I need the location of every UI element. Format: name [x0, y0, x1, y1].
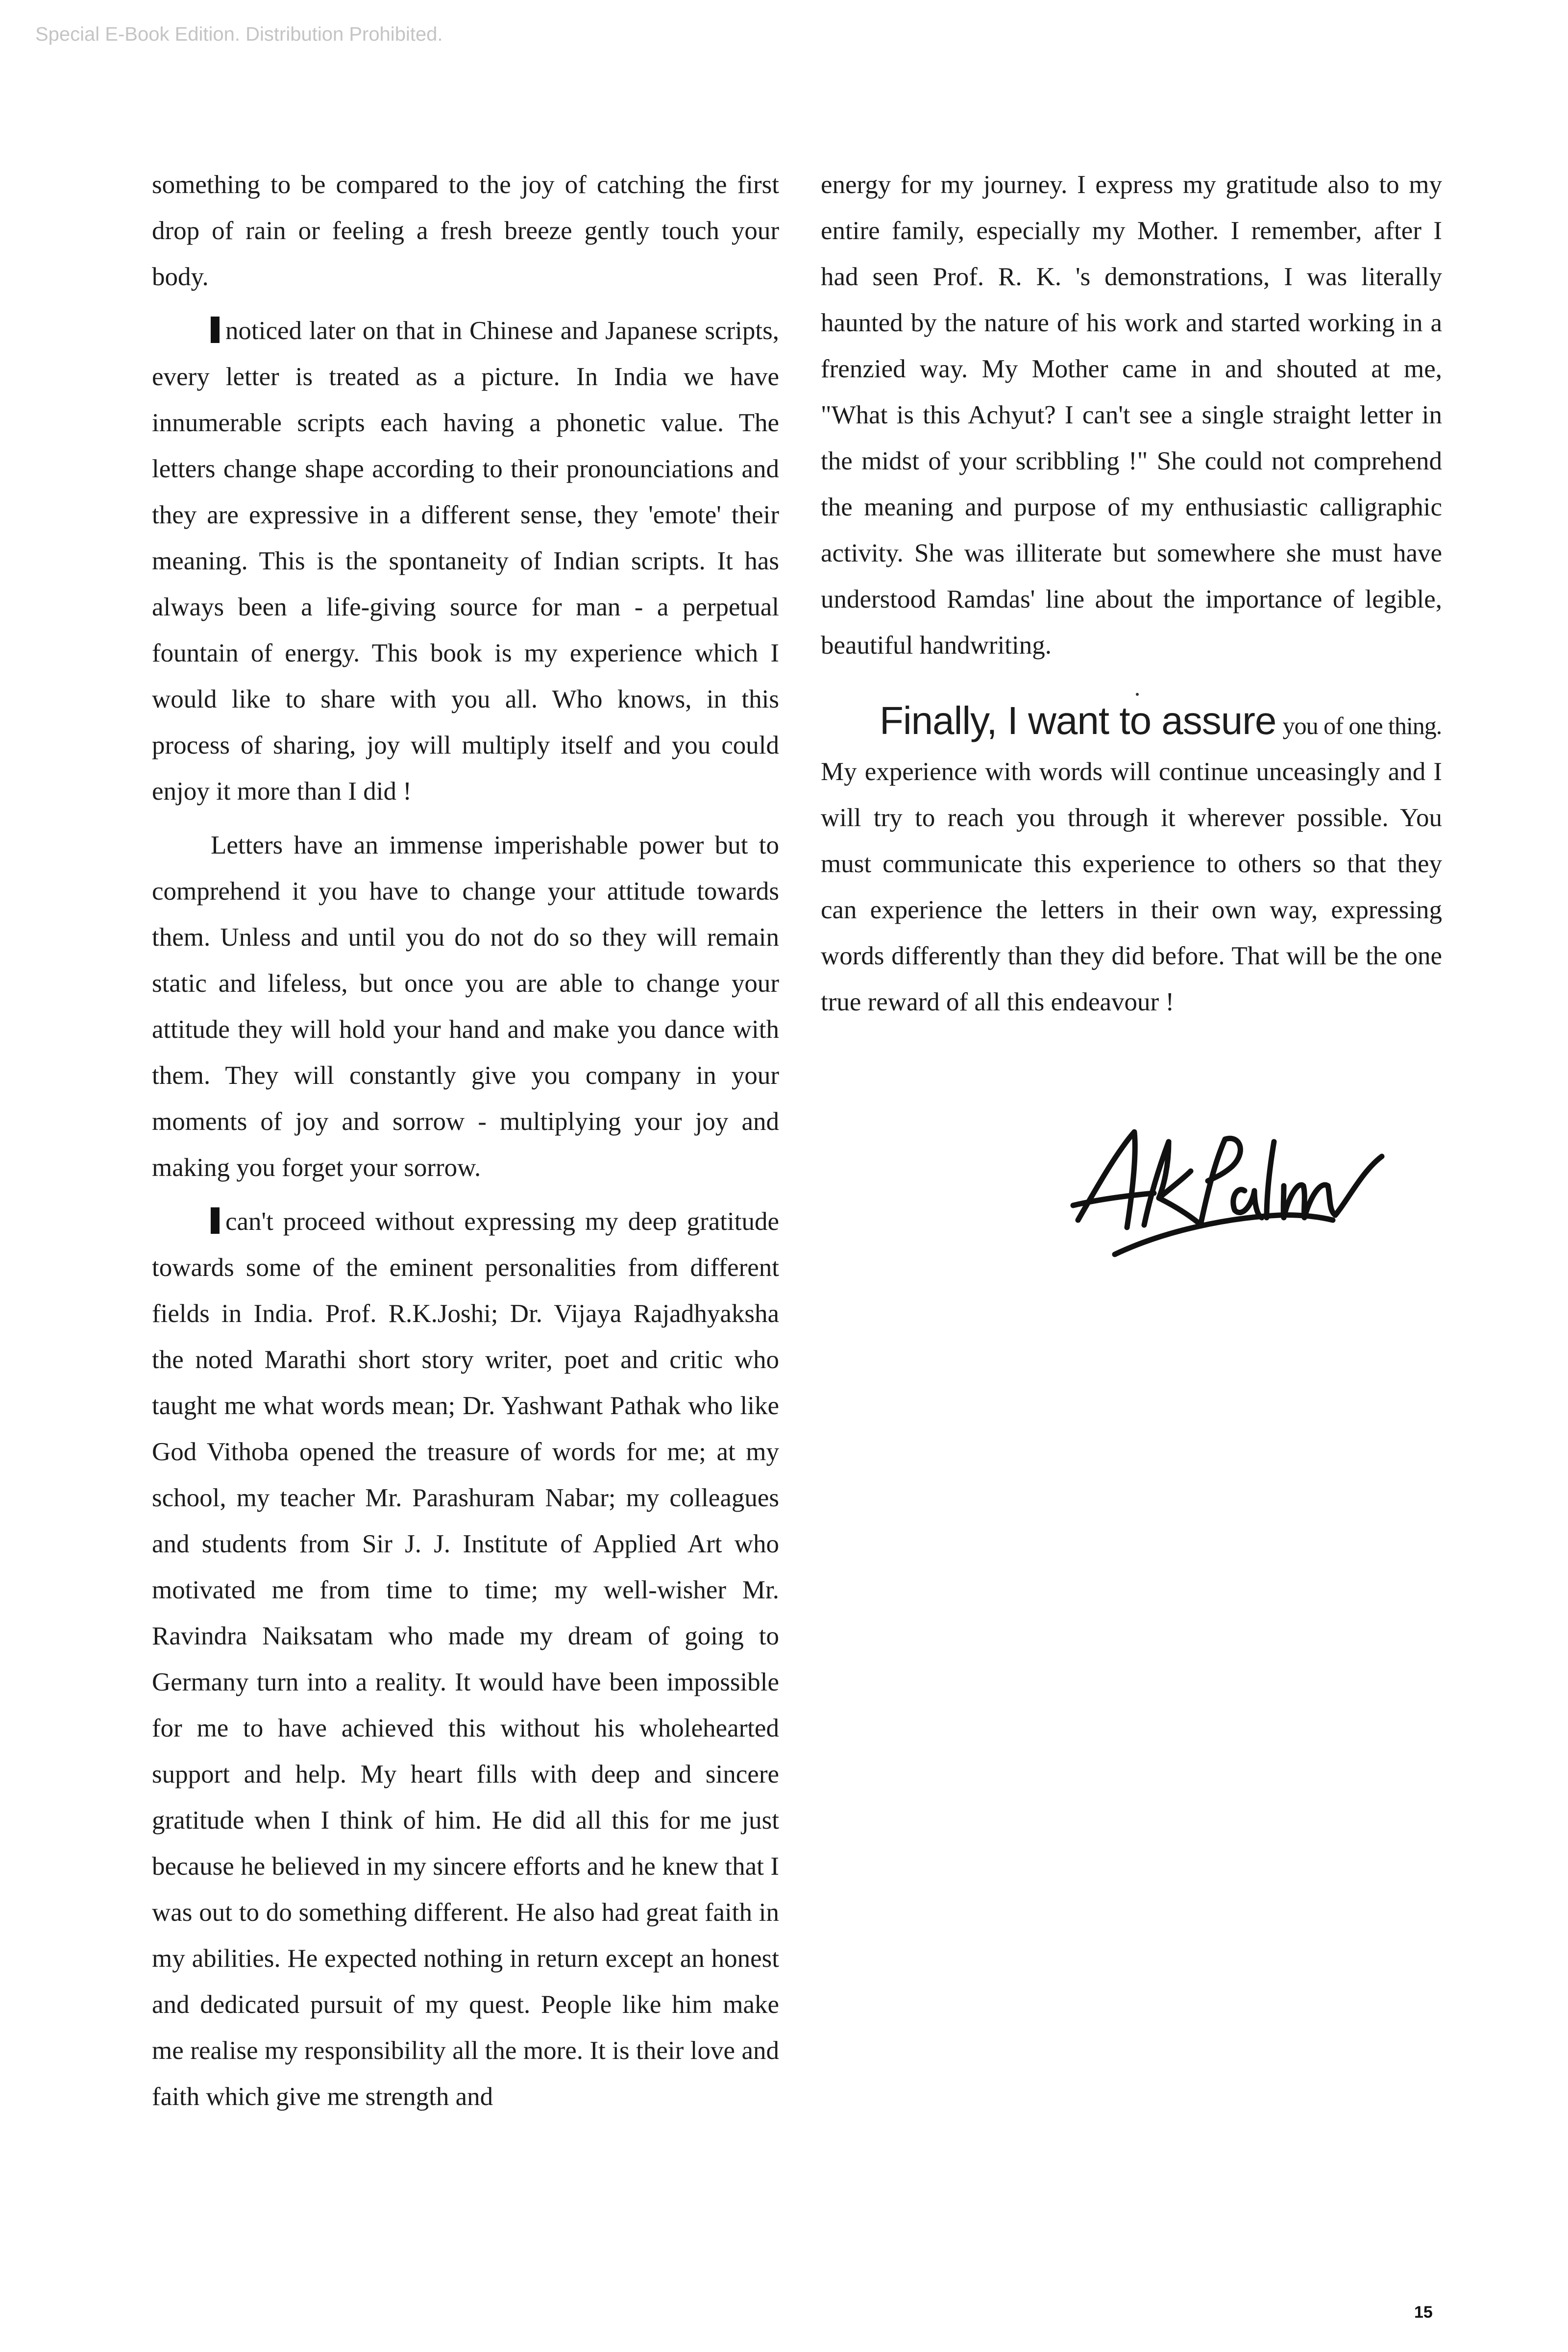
finally-heading: Finally, I want to assure	[880, 699, 1276, 742]
author-signature	[1068, 1112, 1392, 1279]
watermark-text: Special E-Book Edition. Distribution Prohibited.	[35, 24, 443, 45]
stray-dot	[1136, 693, 1139, 696]
paragraph-scripts: noticed later on that in Chinese and Japanese scripts, every letter is treated as a picture. In India we have innumerable scripts each having a phonetic value. The letters change shape according to their pronounciations and they are expressive in a different sense, they 'emote' their meaning. This is the spontaneity of Indian scripts. It has always been a life-giving source for man - a perpetual fountain of energy. This book is my experience which I would like to share with you all. Who knows, in this process of sharing, joy will multiply itself and you could enjoy it more than I did !	[152, 317, 779, 806]
paragraph-closing: My experience with words will continue unceasingly and I will try to reach you through it wherever possible. You must communicate this experience to others so that they can experience the letters in their own way, expressing words differently than they did before. That will be the one true reward of all this endeavour !	[821, 758, 1442, 1016]
drop-cap-i	[211, 317, 220, 343]
page-number: 15	[1414, 2303, 1433, 2322]
left-text-column	[152, 162, 779, 2120]
paragraph-family: energy for my journey. I express my gratitude also to my entire family, especially my Mother. I remember, after I had seen Prof. R. K. 's demonstrations, I was literally haunted by the nature of his work and started working in a frenzied way. My Mother came in and shouted at me, "What is this Achyut? I can't see a single straight letter in the midst of your scribbling !" She could not comprehend the meaning and purpose of my enthusiastic calligraphic activity. She was illiterate but somewhere she must have understood Ramdas' line about the importance of legible, beautiful handwriting.	[821, 171, 1442, 660]
right-text-column	[821, 162, 1442, 1025]
paragraph-letters-power: Letters have an immense imperishable power but to comprehend it you have to change your attitude towards them. Unless and until you do not do so they will remain static and lifeless, but once you are able to change your attitude they will hold your hand and make you dance with them. They will constantly give you company in your moments of joy and sorrow - multiplying your joy and making you forget your sorrow.	[152, 831, 779, 1182]
paragraph-gratitude: can't proceed without expressing my deep gratitude towards some of the eminent personalities from different fields in India. Prof. R.K.Joshi; Dr. Vijaya Rajadhyaksha the noted Marathi short story writer, poet and critic who taught me what words mean; Dr. Yashwant Pathak who like God Vithoba opened the treasure of words for me; at my school, my teacher Mr. Parashuram Nabar; my colleagues and students from Sir J. J. Institute of Applied Art who motivated me from time to time; my well-wisher Mr. Ravindra Naiksatam who made my dream of going to Germany turn into a reality. It would have been impossible for me to have achieved this without his wholehearted support and help. My heart fills with deep and sincere gratitude when I think of him. He did all this for me just because he believed in my sincere efforts and he knew that I was out to do something different. He also had great faith in my abilities. He expected nothing in return except an honest and dedicated pursuit of my quest. People like him make me realise my responsibility all the more. It is their love and faith which give me strength and	[152, 1207, 779, 2111]
drop-cap-i	[211, 1207, 220, 1234]
finally-tail-text: you of one thing.	[1282, 712, 1442, 739]
paragraph-joy-continuation: something to be compared to the joy of catching the first drop of rain or feeling a fresh breeze gently touch your body.	[152, 171, 779, 291]
paragraph-finally	[821, 698, 1442, 749]
